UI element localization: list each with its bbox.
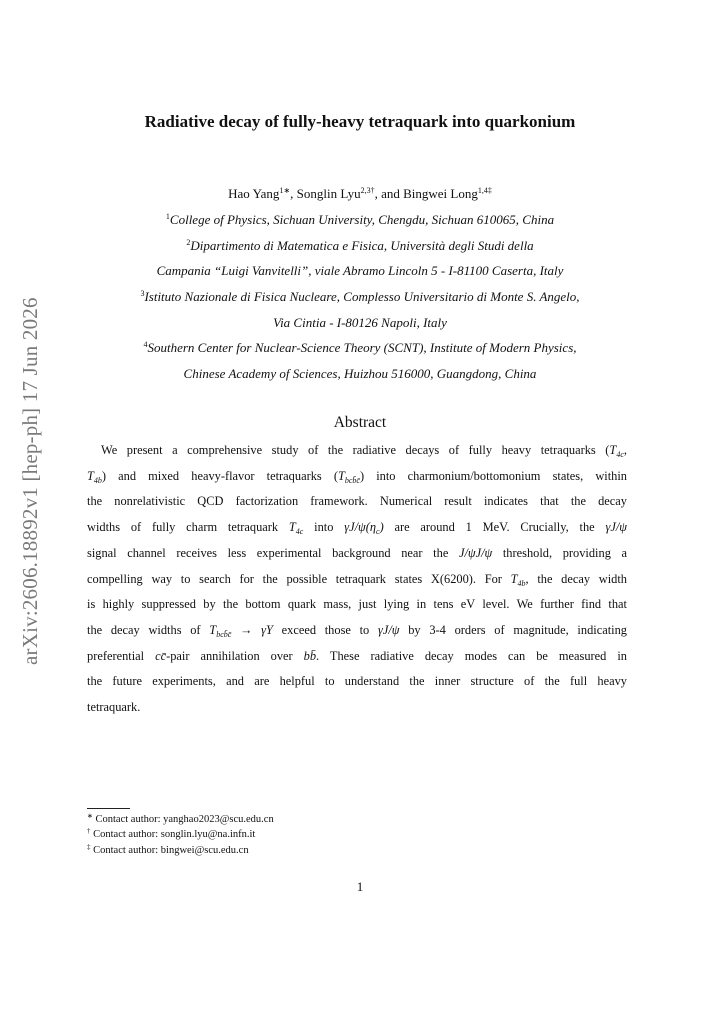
abstract-line: the nonrelativistic QCD factorization framework. Numerical result indicates that the decay <box>87 494 627 509</box>
abstract-body <box>87 438 627 721</box>
abstract-line: is highly suppressed by the bottom quark mass, just lying in tens eV level. We further find that <box>87 597 627 612</box>
abstract-line: widths of fully charm tetraquark $T_{4c}$ into $\gamma J/\psi(\eta_c)$ are around 1 MeV. Crucially, the γJ/ψ <box>87 520 627 537</box>
abstract-line: $T_{4b}$) and mixed heavy-flavor tetraquarks $(T_{bcb̄c̄})$ into charmonium/bottomonium states, within <box>87 468 627 485</box>
affiliation-line: Via Cintia - I-80126 Napoli, Italy <box>273 315 447 330</box>
footnote-rule <box>87 808 130 809</box>
abstract-line: compelling way to search for the possible tetraquark states X(6200). For $T_{4b}$, the decay width <box>87 571 627 588</box>
affiliation-line: Campania “Luigi Vanvitelli”, viale Abramo Lincoln 5 - I-81100 Caserta, Italy <box>156 263 564 278</box>
abstract-line: tetraquark. <box>87 700 141 715</box>
abstract-line: preferential cc̄-pair annihilation over bb̄. These radiative decay modes can be measured in <box>87 648 627 663</box>
affiliation-line: $^4$Southern Center for Nuclear-Science Theory (SCNT), Institute of Modern Physics, <box>143 340 577 355</box>
abstract-line: signal channel receives less experimental background near the J/ψJ/ψ threshold, providing a <box>87 545 628 560</box>
page-number: 1 <box>356 879 364 894</box>
author-affiliation-marker: 1∗ <box>279 186 291 195</box>
author-list: Hao Yang$^{1∗}$, Songlin Lyu$^{2,3\dagger}$, and Bingwei Long$^{1,4\ddagger}$ <box>228 186 492 201</box>
author-name: Bingwei Long <box>403 186 478 201</box>
paper-title: Radiative decay of fully-heavy tetraquark into quarkonium <box>144 112 576 131</box>
author-affiliation-marker: 1,4‡ <box>477 186 492 195</box>
author-name: Hao Yang <box>228 186 280 201</box>
author-name: Songlin Lyu <box>296 186 361 201</box>
arxiv-identifier-stamp: arXiv:2606.18892v1 [hep-ph] 17 Jun 2026 <box>18 297 42 665</box>
abstract-line: the decay widths of $T_{bcb̄c̄} \to \gamma\Upsilon$ exceed those to γJ/ψ by 3-4 orders of magnitude, indicating <box>87 622 627 639</box>
affiliation-line: $^3$Istituto Nazionale di Fisica Nucleare, Complesso Universitario di Monte S. Angelo, <box>140 289 580 304</box>
affiliation-line: Chinese Academy of Sciences, Huizhou 516000, Guangdong, China <box>183 366 537 381</box>
abstract-heading: Abstract <box>333 414 387 431</box>
affiliation-line: $^1$College of Physics, Sichuan University, Chengdu, Sichuan 610065, China <box>165 212 555 227</box>
footnote: ∗ Contact author: yanghao2023@scu.edu.cn <box>87 812 274 825</box>
author-affiliation-marker: 2,3† <box>360 186 375 195</box>
affiliation-line: $^2$Dipartimento di Matematica e Fisica, Università degli Studi della <box>186 238 534 253</box>
abstract-line: the future experiments, and are helpful to understand the inner structure of the full heavy <box>87 674 627 689</box>
footnote: † Contact author: songlin.lyu@na.infn.it <box>87 827 256 840</box>
abstract-line: We present a comprehensive study of the radiative decays of fully heavy tetraquarks ($T_{4c}$, <box>101 443 627 459</box>
footnote: ‡ Contact author: bingwei@scu.edu.cn <box>87 843 249 856</box>
